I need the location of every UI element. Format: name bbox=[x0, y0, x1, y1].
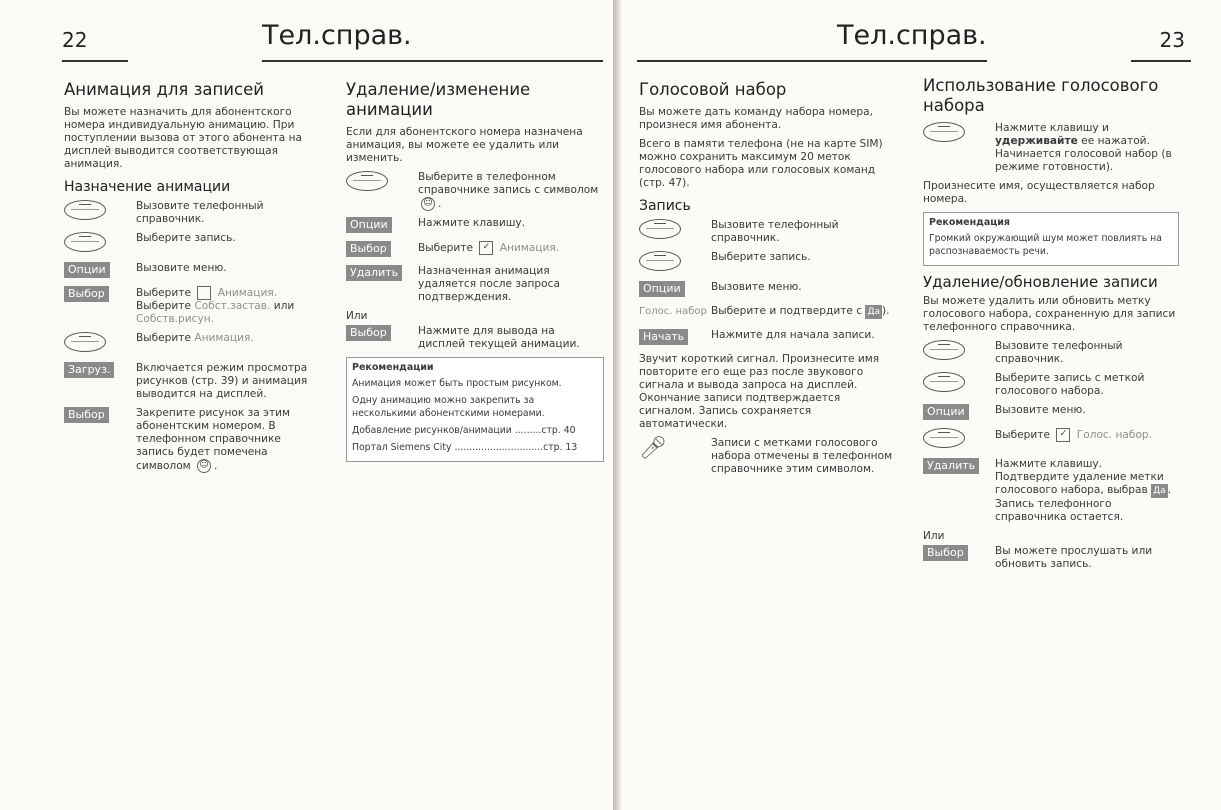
section-intro: Вы можете удалить или обновить метку голосового набора, сохраненную для записи телефонного справочника. bbox=[923, 295, 1176, 333]
softkey-select: Выбор bbox=[923, 545, 968, 561]
subsection-heading: Удаление/обновление записи bbox=[923, 273, 1158, 291]
softkey-start: Начать bbox=[639, 329, 688, 345]
step bbox=[639, 437, 895, 476]
step-text: Вызовите телефонный справочник. bbox=[995, 340, 1123, 365]
page-header bbox=[62, 18, 613, 62]
step-text: Выберите ✓ Анимация. bbox=[418, 242, 560, 254]
step bbox=[346, 265, 604, 304]
step-text: Назначенная анимация удаляется после запроса подтверждения. bbox=[418, 265, 560, 303]
nav-key-icon bbox=[639, 251, 681, 271]
section-intro: Если для абонентского номера назначена анимация, вы можете ее удалить или изменить. bbox=[346, 126, 583, 164]
step bbox=[346, 217, 604, 235]
step bbox=[639, 305, 895, 323]
step bbox=[64, 362, 322, 401]
step bbox=[64, 332, 322, 356]
tip-line: Одну анимацию можно закрепить за несколькими абонентскими номерами. bbox=[352, 395, 545, 419]
section-heading: Голосовой набор bbox=[639, 80, 787, 99]
header-rule-short bbox=[1131, 60, 1191, 62]
step-text: Вызовите меню. bbox=[711, 281, 802, 293]
step bbox=[923, 404, 1179, 422]
animation-icon bbox=[197, 286, 211, 300]
step bbox=[639, 329, 895, 347]
microphone-icon: 🎤︎ bbox=[639, 436, 667, 461]
step-text: Вызовите меню. bbox=[995, 404, 1086, 416]
softkey-options: Опции bbox=[639, 281, 685, 297]
tip-box bbox=[346, 357, 604, 462]
nav-key-icon bbox=[923, 372, 965, 392]
step-text: Выберите запись с меткой голосового набора. bbox=[995, 372, 1145, 397]
step bbox=[346, 171, 604, 211]
yes-badge: Да bbox=[867, 307, 881, 317]
menu-item-voice-dial: Голос. набор bbox=[639, 306, 707, 317]
check-icon: ✓ bbox=[1056, 428, 1070, 442]
subsection-heading: Запись bbox=[639, 198, 691, 214]
step-text: Записи с метками голосового набора отмечены в телефонном справочнике этим символом. bbox=[711, 437, 893, 475]
step bbox=[923, 340, 1179, 366]
softkey-delete: Удалить bbox=[346, 265, 402, 281]
nav-key-icon bbox=[923, 340, 965, 360]
section-heading: Использование голосового набора bbox=[923, 76, 1159, 115]
softkey-options: Опции bbox=[64, 262, 110, 278]
step-text: Закрепите рисунок за этим абонентским номером. В телефонном справочнике запись будет помечена символом ☺ . bbox=[136, 407, 291, 472]
step-text: Выберите запись. bbox=[136, 232, 236, 244]
header-rule-short bbox=[62, 60, 128, 62]
step-text: Вызовите меню. bbox=[136, 262, 227, 274]
step bbox=[923, 458, 1179, 524]
step-text: Выберите запись. bbox=[711, 251, 811, 263]
step bbox=[639, 219, 895, 245]
right-col-2 bbox=[923, 76, 1179, 577]
step bbox=[923, 545, 1179, 571]
step-text: Вызовите телефонный справочник. bbox=[711, 219, 839, 244]
page-number: 22 bbox=[62, 28, 88, 52]
section-intro: Вы можете дать команду набора номера, произнеся имя абонента. bbox=[639, 106, 873, 131]
nav-key-icon bbox=[64, 232, 106, 252]
tip-title: Рекомендации bbox=[352, 362, 434, 373]
nav-key-icon bbox=[64, 200, 106, 220]
softkey-select: Выбор bbox=[346, 325, 391, 341]
nav-key-icon bbox=[639, 219, 681, 239]
header-rule-long bbox=[637, 60, 987, 62]
step bbox=[639, 251, 895, 275]
right-col-1 bbox=[639, 80, 895, 482]
nav-key-icon bbox=[64, 332, 106, 352]
section-intro: Вы можете назначить для абонентского номера индивидуальную анимацию. При поступлении вызова от этого абонента на дисплей выводится соответствующая анимация. bbox=[64, 106, 303, 170]
page-title: Тел.справ. bbox=[837, 20, 987, 51]
step bbox=[923, 372, 1179, 398]
tip-title: Рекомендация bbox=[929, 217, 1011, 228]
tip-line: Портал Siemens City ..............................стр. 13 bbox=[352, 442, 578, 453]
section-heading: Анимация для записей bbox=[64, 80, 264, 99]
left-col-1 bbox=[64, 80, 322, 479]
softkey-select: Выбор bbox=[64, 286, 109, 302]
softkey-delete: Удалить bbox=[923, 458, 979, 474]
tip-line: Анимация может быть простым рисунком. bbox=[352, 378, 562, 389]
tip-line: Добавление рисунков/анимации .........стр. 40 bbox=[352, 425, 576, 436]
softkey-select: Выбор bbox=[64, 407, 109, 423]
step-text: Включается режим просмотра рисунков (стр. 39) и анимация выводится на дисплей. bbox=[136, 362, 308, 400]
subsection-heading: Назначение анимации bbox=[64, 179, 231, 195]
softkey-options: Опции bbox=[346, 217, 392, 233]
yes-badge: Да bbox=[1153, 486, 1166, 496]
check-icon: ✓ bbox=[479, 241, 493, 255]
step bbox=[64, 232, 322, 256]
or-label: Или bbox=[923, 530, 945, 542]
step bbox=[64, 407, 322, 473]
step bbox=[923, 122, 1179, 174]
softkey-options: Опции bbox=[923, 404, 969, 420]
page-header bbox=[637, 18, 1191, 62]
step bbox=[64, 200, 322, 226]
header-rule-long bbox=[262, 60, 603, 62]
nav-key-icon bbox=[923, 122, 965, 142]
section-heading: Удаление/изменение анимации bbox=[346, 80, 531, 119]
step-text: Выберите и подтвердите с Да ). bbox=[711, 305, 890, 317]
nav-key-icon bbox=[346, 171, 388, 191]
step bbox=[923, 428, 1179, 452]
step bbox=[346, 241, 604, 259]
step-text: Нажмите для начала записи. bbox=[711, 329, 875, 341]
speak-instruction: Произнесите имя, осуществляется набор номера. bbox=[923, 180, 1155, 205]
step-text: Выберите в телефонном справочнике запись с символом ☺ . bbox=[418, 171, 599, 210]
softkey-select: Выбор bbox=[346, 241, 391, 257]
tip-line: Громкий окружающий шум может повлиять на распознаваемость речи. bbox=[929, 233, 1162, 257]
step-text: Нажмите клавишу. bbox=[418, 217, 526, 229]
right-page bbox=[621, 0, 1221, 810]
step-text: Нажмите клавишу и удерживайте ее нажатой. Начинается голосовой набор (в режиме готовности). bbox=[995, 122, 1172, 173]
step-text: Вызовите телефонный справочник. bbox=[136, 200, 264, 225]
smiley-icon: ☺ bbox=[421, 197, 435, 211]
step-text: Выберите Анимация. Выберите Собст.застав. или Собств.рисун. bbox=[136, 287, 295, 325]
softkey-load: Загруз. bbox=[64, 362, 114, 378]
section-intro: Всего в памяти телефона (не на карте SIM) можно сохранить максимум 20 меток голосового набора или голосовых команд (стр. 47). bbox=[639, 138, 883, 189]
tip-box bbox=[923, 212, 1179, 266]
left-col-2 bbox=[346, 80, 604, 462]
step bbox=[346, 325, 604, 351]
record-description: Звучит короткий сигнал. Произнесите имя повторите его еще раз после звукового сигнала и вывода запроса на дисплей. Окончание записи подтверждается сигналом. Запись сохраняется автоматически. bbox=[639, 353, 880, 430]
step-text: Вы можете прослушать или обновить запись. bbox=[995, 545, 1153, 570]
step-text: Выберите Анимация. bbox=[136, 332, 254, 344]
step bbox=[639, 281, 895, 299]
page-number: 23 bbox=[1159, 28, 1185, 52]
page-title: Тел.справ. bbox=[262, 20, 412, 51]
nav-key-icon bbox=[923, 428, 965, 448]
step-text: Выберите ✓ Голос. набор. bbox=[995, 429, 1153, 441]
or-label: Или bbox=[346, 310, 368, 322]
smiley-icon: ☺ bbox=[197, 459, 211, 473]
step-text: Нажмите для вывода на дисплей текущей анимации. bbox=[418, 325, 580, 350]
step bbox=[64, 262, 322, 280]
step-text: Нажмите клавишу. Подтвердите удаление метки голосового набора, выбрав Да . Запись телефонного справочника остается. bbox=[995, 458, 1172, 523]
book-gutter bbox=[613, 0, 621, 810]
step bbox=[64, 286, 322, 326]
